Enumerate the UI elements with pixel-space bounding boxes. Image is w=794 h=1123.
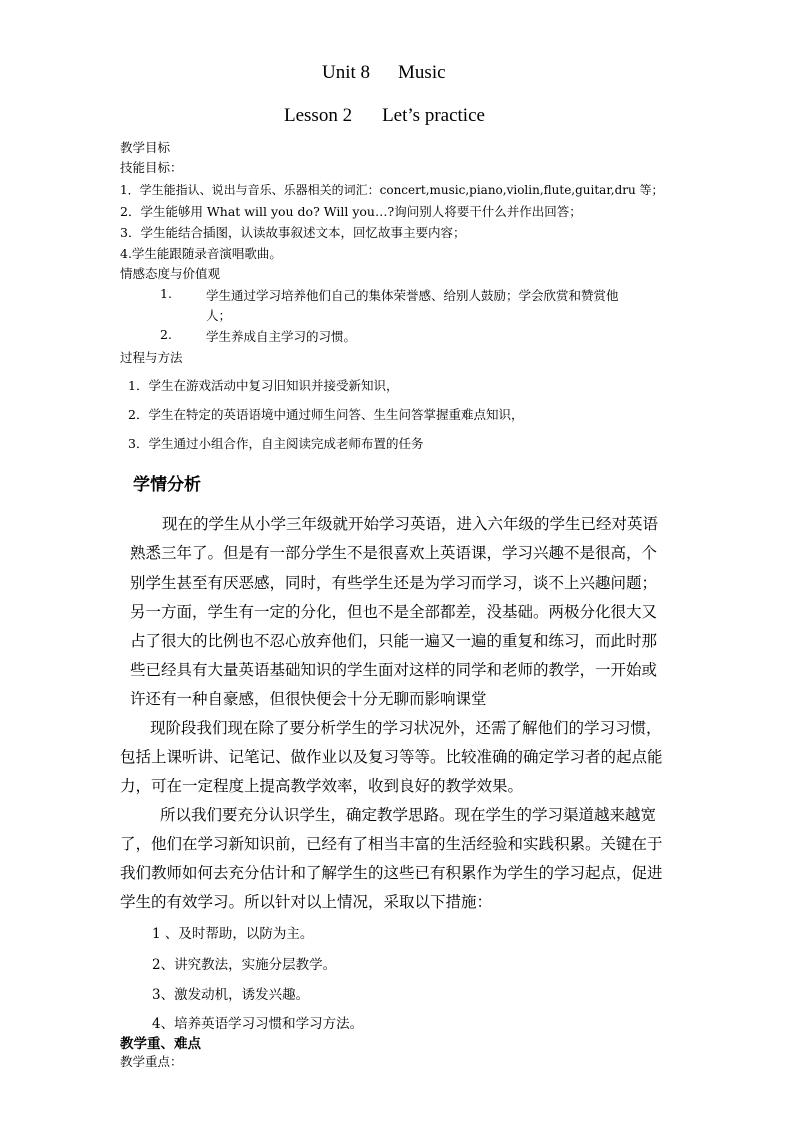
analysis-line: 些已经具有大量英语基础知识的学生面对这样的同学和老师的教学，一开始或 — [130, 661, 658, 679]
skill-item: 2．学生能够用 What will you do? Will you…?询问别人将要干什么并作出回答； — [120, 204, 582, 219]
focus-subheading: 教学重点： — [120, 1054, 183, 1069]
analysis-line: 现在的学生从小学三年级就开始学习英语，进入六年级的学生已经对英语 — [162, 515, 659, 533]
skill-item: 1．学生能指认、说出与音乐、乐器相关的词汇：concert,music,piano,violin,flute,guitar,dru 等； — [120, 183, 664, 197]
unit-title — [322, 62, 446, 84]
analysis-line: 别学生甚至有厌恶感，同时，有些学生还是为学习而学习，谈不上兴趣问题； — [130, 574, 658, 592]
objectives-heading: 教学目标 — [120, 140, 171, 155]
analysis-line: 包括上课听讲、记笔记、做作业以及复习等等。比较准确的确定学习者的起点能 — [120, 748, 663, 766]
attitude-item-number: 2. — [160, 327, 172, 342]
skills-heading: 技能目标： — [120, 160, 183, 175]
analysis-line: 占了很大的比例也不忍心放弃他们，只能一遍又一遍的重复和练习，而此时那 — [130, 632, 658, 650]
analysis-line: 学生的有效学习。所以针对以上情况，采取以下措施： — [120, 893, 493, 911]
analysis-line: 我们教师如何去充分估计和了解学生的这些已有积累作为学生的学习起点，促进 — [120, 864, 663, 882]
analysis-heading: 学情分析 — [133, 475, 201, 495]
analysis-line: 另一方面，学生有一定的分化，但也不是全部都差，没基础。两极分化很大又 — [130, 603, 658, 621]
analysis-line: 力，可在一定程度上提高教学效率，收到良好的教学效果。 — [120, 777, 524, 795]
unit-topic: Music — [398, 62, 446, 83]
process-heading: 过程与方法 — [120, 350, 183, 365]
attitude-item-text: 学生养成自主学习的习惯。 — [206, 329, 357, 344]
process-item: 2．学生在特定的英语语境中通过师生问答、生生问答掌握重难点知识， — [128, 407, 524, 422]
measure-item: 1 、及时帮助，以防为主。 — [152, 926, 314, 942]
analysis-line: 许还有一种自豪感，但很快便会十分无聊而影响课堂 — [130, 690, 487, 708]
analysis-line: 所以我们要充分认识学生，确定教学思路。现在学生的学习渠道越来越宽 — [160, 806, 657, 824]
measure-item: 2、讲究教法，实施分层教学。 — [152, 957, 337, 973]
skill-item: 3．学生能结合插图，认读故事叙述文本，回忆故事主要内容； — [120, 225, 466, 240]
attitude-item-text-cont: 人； — [206, 308, 232, 323]
analysis-line: 现阶段我们现在除了要分析学生的学习状况外，还需了解他们的学习习惯， — [150, 719, 662, 737]
lesson-topic: Let’s practice — [382, 105, 485, 126]
process-item: 3．学生通过小组合作，自主阅读完成老师布置的任务 — [128, 436, 424, 451]
focus-heading: 教学重、难点 — [120, 1036, 201, 1052]
process-item: 1．学生在游戏活动中复习旧知识并接受新知识， — [128, 378, 399, 393]
attitude-item-number: 1. — [160, 286, 172, 301]
measure-item: 3、激发动机，诱发兴趣。 — [152, 987, 310, 1003]
attitude-item-text: 学生通过学习培养他们自己的集体荣誉感、给别人鼓励；学会欣赏和赞赏他 — [206, 288, 619, 303]
skill-item: 4.学生能跟随录音演唱歌曲。 — [120, 246, 282, 261]
attitude-heading: 情感态度与价值观 — [120, 266, 221, 281]
unit-number: Unit 8 — [322, 62, 371, 83]
analysis-line: 了，他们在学习新知识前，已经有了相当丰富的生活经验和实践积累。关键在于 — [120, 835, 663, 853]
analysis-line: 熟悉三年了。但是有一部分学生不是很喜欢上英语课，学习兴趣不是很高，个 — [130, 544, 658, 562]
measure-item: 4、培养英语学习习惯和学习方法。 — [152, 1016, 364, 1032]
lesson-title — [284, 105, 485, 127]
lesson-number: Lesson 2 — [284, 105, 353, 126]
